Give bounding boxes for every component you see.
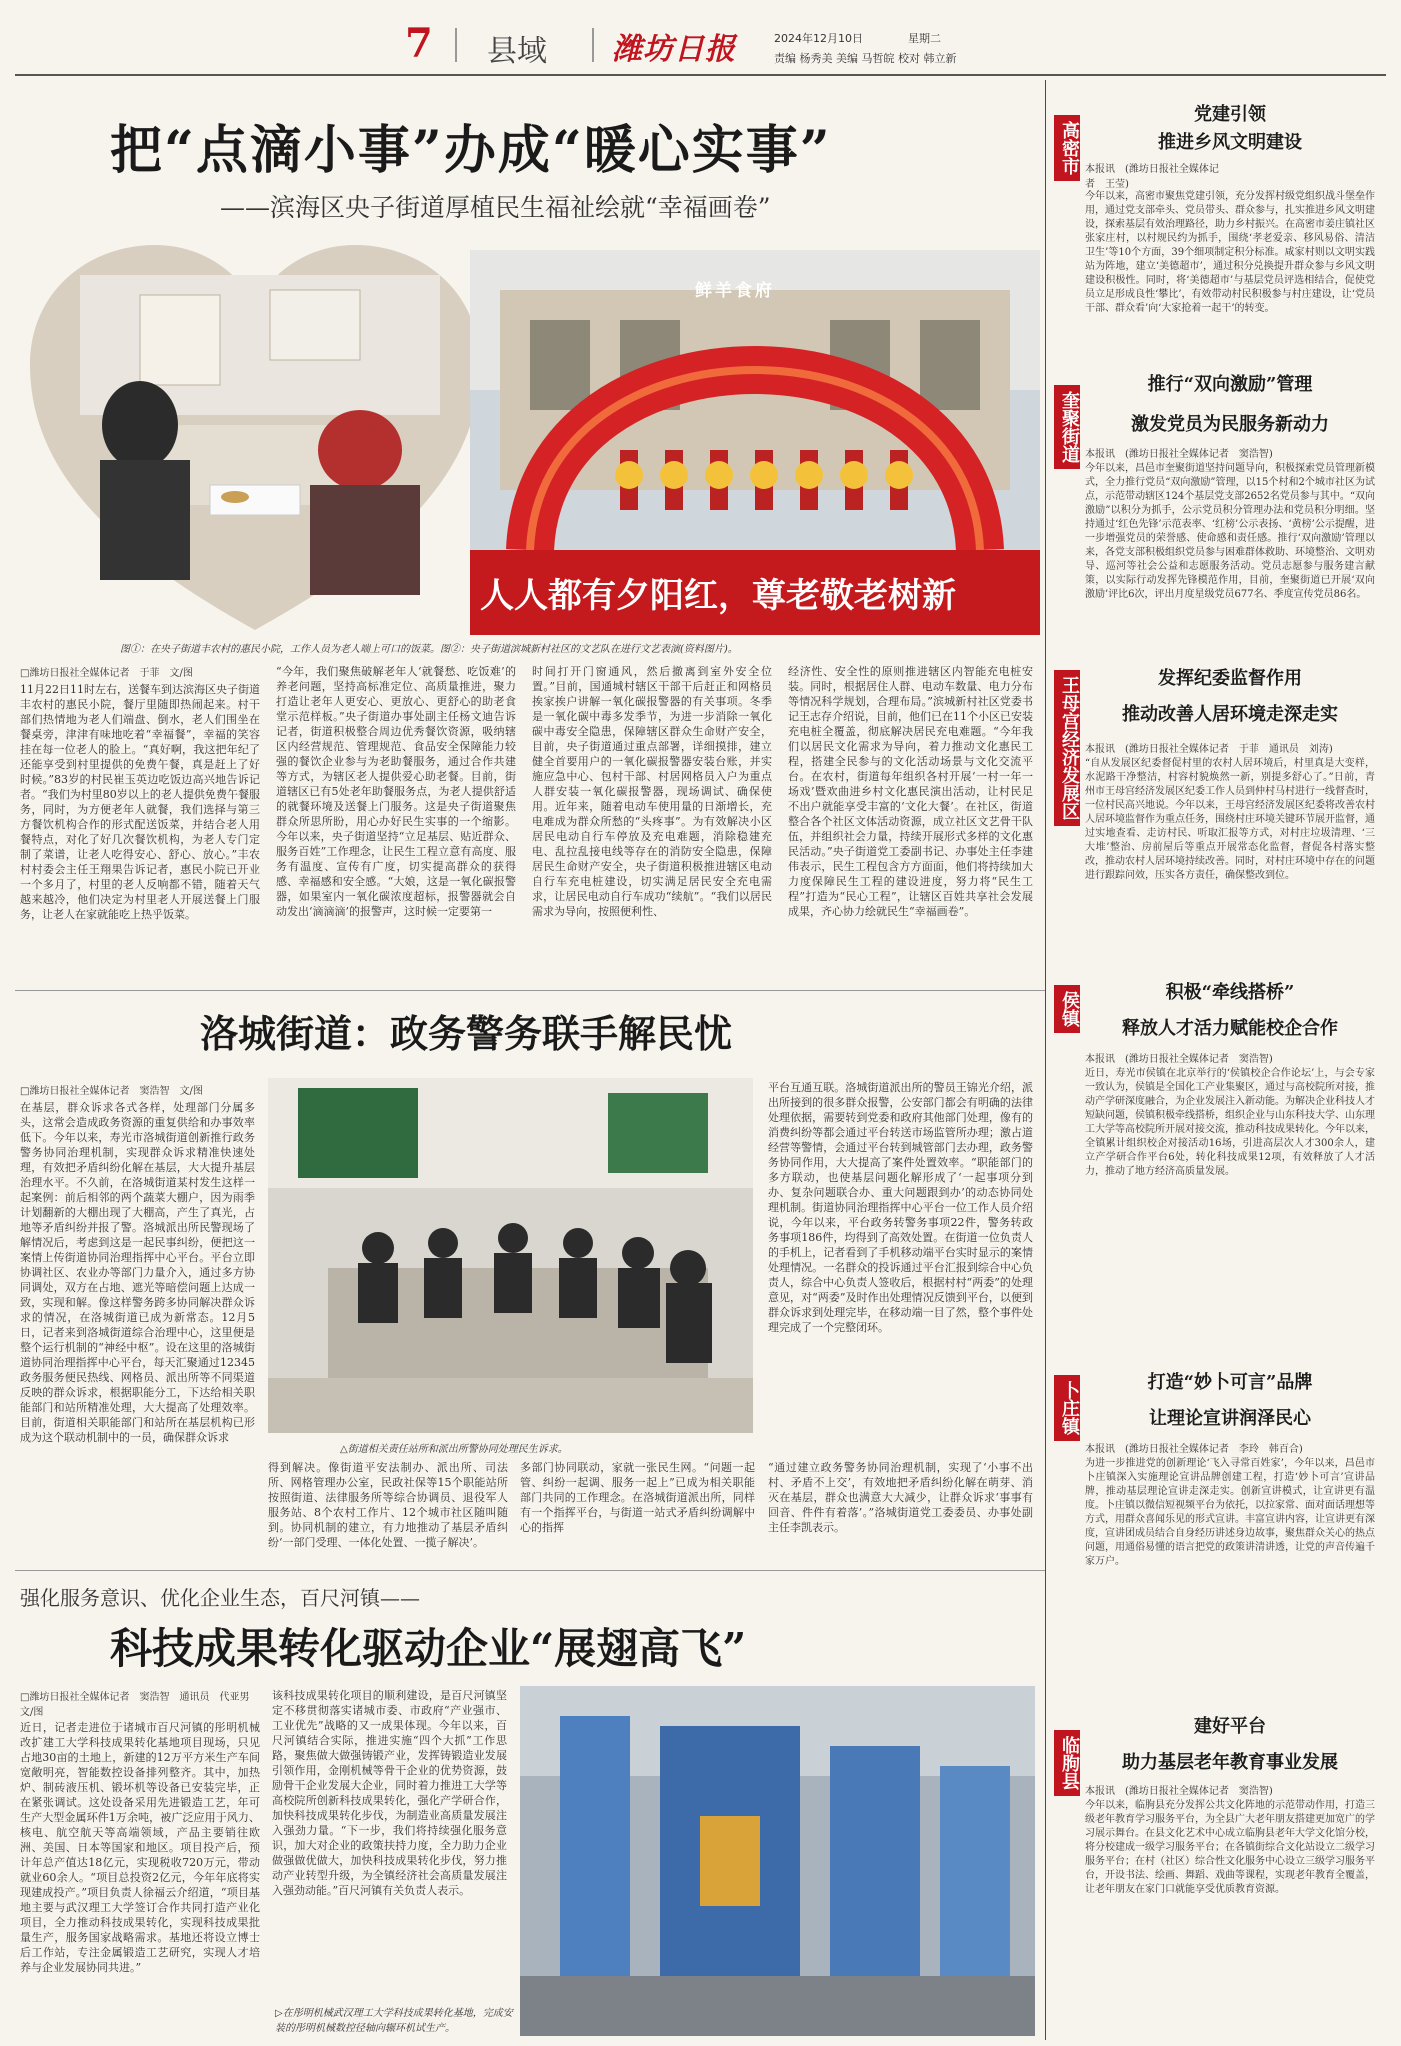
sidebar-title-kuiju-2: 激发党员为民服务新动力 [1131, 414, 1329, 435]
luocheng-column-3: 得到解决。像街道平安法制办、派出所、司法所、网格管理办公室，民政社保等15个职能站所按照街道、法律服务所等综合协调员、退役军人服务站、8个农村工作片、12个城市社区随叫随到。协同机制的建立，有力地推动了基层矛盾纠纷‘一部门受理、一体化处置、一揽子解决’。 [268, 1461, 508, 1549]
sidebar-byline-gaomi: 本报讯 (潍坊日报社全媒体记者 王莹) [1085, 164, 1219, 190]
sidebar-text-buzhuang: 为进一步推进党的创新理论‘飞入寻常百姓家’，今年以来，昌邑市卜庄镇深入实施理论宣讲品牌创建工程，打造‘妙卜可言’宣讲品牌，推动基层理论宣讲走深走实。创新宣讲模式，让宣讲更有温度。卜庄镇以微信短视频平台为依托，以拉家常、面对面话理想等方式，用群众喜闻乐见的形式宣讲。丰富宣讲内容，让宣讲更有深度，宣讲团成员结合自身经历讲述身边故事，聚焦群众关心的热点问题，用通俗易懂的语言把党的政策讲清讲透，让党的声音传遍千家万户。 [1085, 1458, 1375, 1567]
masthead-divider [455, 28, 457, 62]
festival-banner-text: 人人都有夕阳红，尊老敬老树新 [480, 576, 956, 616]
luocheng-headline: 洛城街道：政务警务联手解民忧 [200, 1011, 733, 1056]
sidebar-title-houzhen-2: 释放人才活力赋能校企合作 [1122, 1018, 1338, 1039]
masthead [0, 0, 1401, 72]
issue-date: 2024年12月10日 [774, 32, 863, 45]
sidebar-text-linqu: 今年以来，临朐县充分发挥公共文化阵地的示范带动作用，打造三级老年教育学习服务平台，为全县广大老年朋友搭建更加宽广的学习展示舞台。在县文化艺术中心成立临朐县老年大学文化馆分校，将分校建成一级学习服务平台；在各镇街综合文化站设立二级学习服务平台；在村（社区）综合性文化服务中心设立三级学习服务平台，开设书法、绘画、舞蹈、戏曲等课程，实现老年教育全覆盖，让老年朋友在家门口就能享受优质教育资源。 [1085, 1800, 1375, 1895]
sidebar-title-kuiju-1: 推行“双向激励”管理 [1147, 374, 1313, 395]
sidebar-title-gaomi-2: 推进乡风文明建设 [1158, 132, 1302, 153]
keji-photo [520, 1686, 1035, 2036]
sidebar-text-wangmugong: “自从发展区纪委督促村里的农村人居环境后，村里真是大变样，水泥路干净整洁，村容村貌焕然一新，别提多舒心了。”日前，青州市王母宫经济发展区纪委工作人员到仲村马村进行一线督查时，一位村民高兴地说。今年以来，王母宫经济发展区纪委将改善农村人居环境监督作为重点任务，围绕村庄环境关键环节展开监督，通过实地查看、走访村民、听取汇报等方式，对村庄垃圾清理、‘三大堆’整治、房前屋后等重点开展常态化监督，督促各村落实整改，推动农村人居环境持续改善。同时，对村庄环境中存在的问题进行跟踪问效，压实各方责任，确保整改到位。 [1085, 758, 1375, 881]
lead-photo-2 [470, 250, 1040, 635]
county-tag-houzhen: 侯镇 [1054, 985, 1080, 1033]
masthead-rule [15, 74, 1386, 76]
sidebar-title-linqu-2: 助力基层老年教育事业发展 [1122, 1752, 1338, 1773]
sidebar-byline-buzhuang: 本报讯 (潍坊日报社全媒体记者 李玲 韩百合) [1085, 1444, 1303, 1455]
masthead-divider-2 [592, 28, 594, 62]
luocheng-photo [268, 1078, 753, 1433]
lead-column-1: 11月22日11时左右，送餐车到达滨海区央子街道丰农村的惠民小院，餐厅里随即热闹起来。村干部们热情地为老人们端盘、倒水，老人们围坐在餐桌旁，津津有味地吃着“幸福餐”，幸福的笑容挂在每一位老人的脸上。“真好啊，我这把年纪了还能享受到村里提供的免费午餐，真是赶上了好时候。”83岁的村民崔玉英边吃饭边高兴地告诉记者。“我们为村里80岁以上的老人提供免费午餐服务，同时，为方便老年人就餐，我们选择与第三方餐饮机构合作的形式配送饭菜，并结合老人用餐特点，对化了好几次餐饮机构，为老人专门定制了菜谱，让老人吃得安心、舒心、放心。”丰农村村委会主任王翔果告诉记者，惠民小院已开业一个多月了，村里的老人反响都不错，随着天气越来越冷，他们决定为村里老人开展送餐上门服务，让老人在家就能吃上热乎饭菜。 [20, 683, 260, 921]
editor-credits: 责编 杨秀美 美编 马哲皖 校对 韩立新 [774, 52, 957, 65]
county-tag-wangmugong: 王母宫经济发展区 [1054, 670, 1080, 826]
paper-logo: 潍坊日报 [612, 32, 736, 67]
sidebar-title-buzhuang-1: 打造“妙卜可言”品牌 [1147, 1372, 1313, 1393]
sidebar-text-houzhen: 近日，寿光市侯镇在北京举行的‘侯镇校企合作论坛’上，与会专家一致认为，侯镇是全国化工产业集聚区，通过与高校院所对接，推动产学研深度融合，为企业发展注入新动能。为解决企业科技人才短缺问题，侯镇积极牵线搭桥，组织企业与山东科技大学、山东理工大学等高校院所开展对接交流，推动科技成果转化。今年以来，全镇累计组织校企对接活动16场，引进高层次人才300余人，建立产学研合作平台6处，转化科技成果12项，有效释放了人才活力，推动了地方经济高质量发展。 [1085, 1068, 1375, 1177]
sidebar-text-gaomi: 今年以来，高密市聚焦党建引领，充分发挥村级党组织战斗堡垒作用，通过党支部牵头、党员带头、群众参与，扎实推进乡风文明建设，探索基层有效治理路径，助力乡村振兴。在高密市姜庄镇社区张家庄村，以村规民约为抓手，围绕‘孝老爱亲、移风易俗、清洁卫生’等10个方面，39个细项制定积分标准。咸家村则以文明实践站为阵地，建立‘美德超市’，通过积分兑换提升群众参与乡风文明建设积极性。同时，将‘美德超市’与基层党员评选相结合，促使党员立足形成良性‘攀比’，有效带动村民积极参与村庄建设，让‘党员干部、群众看’向‘大家抢着一起干’的转变。 [1085, 191, 1375, 314]
sidebar-byline-houzhen: 本报讯 (潍坊日报社全媒体记者 窦浩智) [1085, 1054, 1273, 1065]
sidebar-byline-wangmugong: 本报讯 (潍坊日报社全媒体记者 于菲 通讯员 刘涛) [1085, 744, 1333, 755]
sidebar-title-buzhuang-2: 让理论宣讲润泽民心 [1149, 1408, 1311, 1429]
sidebar-border [1045, 80, 1046, 2040]
festival-arch-text: 鲜羊食府 [695, 281, 775, 301]
sidebar-title-linqu-1: 建好平台 [1194, 1716, 1266, 1737]
county-tag-linqu: 临朐县 [1054, 1730, 1080, 1796]
keji-kicker: 强化服务意识、优化企业生态，百尺河镇—— [20, 1586, 420, 1610]
lead-column-3: 时间打开门窗通风，然后撤离到室外安全位置。”目前，国通城村辖区干部干后赶正和网格员挨家挨户讲解一氧化碳报警器的有关事项。冬季是一氧化碳中毒多发季节，为进一步消除一氧化碳中毒安全隐患，保障辖区群众生命财产安全，目前，央子街道通过重点部署，详细摸排，建立健全首要用户的一氧化碳报警器安装台账，并实施应急中心、包村干部、村居网格员入户为重点人群安装一氧化碳报警器，现场调试、确保使用。近年来，随着电动车使用量的日渐增长，充电难成为群众所愁的“头疼事”。为有效解决小区居民电动自行车停放及充电难题，消除稳建充电、乱拉乱接电线等存在的消防安全隐患，保障居民生命财产安全，央子街道积极推进辖区电动自行车充电桩建设，切实满足居民安全充电需求，让居民电动自行车成功“续航”。“我们以居民需求为导向，按照便利性、 [532, 665, 772, 918]
sidebar-byline-kuiju: 本报讯 (潍坊日报社全媒体记者 窦浩智) [1085, 449, 1273, 460]
sidebar-title-gaomi-1: 党建引领 [1194, 104, 1266, 125]
keji-column-2: 该科技成果转化项目的顺利建设，是百尺河镇坚定不移贯彻落实诸城市委、市政府“产业强市、工业优先”战略的又一成果体现。今年以来，百尺河镇结合实际，推进实施“四个大抓”工作思路，聚焦做大做强铸锻产业，发挥铸锻造业发展引领作用，金刚机械等骨干企业的优势资源，鼓励骨干企业发展大企业，同时着力推进工大学等高校院所创新科技成果转化，强化产学研合作，加快科技成果转化步伐，为制造业高质量发展注入强劲力量。“下一步，我们将持续强化服务意识，加大对企业的政策扶持力度，全力助力企业做强做优做大，加快科技成果转化步伐，努力推动产业转型升级，为全镇经济社会高质量发展注入强劲动能。”百尺河镇有关负责人表示。 [272, 1689, 507, 1897]
sidebar-title-wangmugong-2: 推动改善人居环境走深走实 [1122, 704, 1338, 725]
section-divider-1 [15, 990, 1045, 991]
luocheng-byline: □潍坊日报社全媒体记者 窦浩智 文/图 [20, 1086, 203, 1097]
luocheng-photo-caption: △街道相关责任站所和派出所警协同处理民生诉求。 [340, 1444, 568, 1455]
sidebar-byline-linqu: 本报讯 (潍坊日报社全媒体记者 窦浩智) [1085, 1786, 1273, 1797]
luocheng-column-1: 在基层，群众诉求各式各样，处理部门分属多头，这常会造成政务资源的重复供给和办事效率低下。今年以来，寿光市洛城街道创新推行政务警务协同治理机制，实现群众诉求精准快速处理，有效把矛盾纠纷化解在基层，大大提升基层治理水平。不久前，在洛城街道某村发生这样一起案例：前后相邻的两个蔬菜大棚户，因为雨季计划翻新的大棚出现了大棚高，产生了真光，占地等矛盾纠纷并报了警。洛城派出所民警现场了解情况后，考虑到这是一起民事纠纷，便把这一案情上传街道协同治理指挥中心平台。平台立即协调社区、农业办等部门力量介入，通过多方协同调处，双方在占地、遮光等暗偿问题上达成一致，实现和解。像这样警务跨多协同解决群众诉求的情况，在洛城街道已成为新常态。12月5日，记者来到洛城街道综合治理中心，这里便是整个运行机制的“神经中枢”。设在这里的洛城街道协同治理指挥中心平台，每天汇聚通过12345政务服务便民热线、网格员、派出所等不同渠道反映的群众诉求，根据职能分工，下达给相关职能部门和站所精准处理，大大提高了处理效率。目前，街道相关职能部门和站所在基层机构已形成为这个联动机制中的一员，确保群众诉求 [20, 1101, 255, 1444]
lead-photo-caption: 图①：在央子街道丰农村的惠民小院，工作人员为老人端上可口的饭菜。图②：央子街道滨城新村社区的文艺队在进行文艺表演(资料图片)。 [120, 644, 738, 655]
sidebar-title-wangmugong-1: 发挥纪委监督作用 [1158, 668, 1302, 689]
keji-headline: 科技成果转化驱动企业“展翅高飞” [110, 1624, 747, 1673]
lead-column-4: 经济性、安全性的原则推进辖区内智能充电桩安装。同时，根据居住人群、电动车数量、电力分布等情况科学规划，合理布局。”滨城新村社区党委书记王志存介绍说，目前，他们已在11个小区已安装充电桩全覆盖，彻底解决居民充电难题。“今年我们以居民文化需求为导向，着力推动文化惠民工程，搭建全民参与的文化活动场景与文化交流平台。在农村，街道每年组织各村开展‘一村一年一场戏’暨欢曲进乡村文化惠民演出活动，让村民足不出户就能享受丰富的‘文化大餐’。在社区，街道整合各个社区文体活动资源，成立社区文艺骨干队伍，并组织社会力量，持续开展形式多样的文化惠民活动。”央子街道党工委副书记、办事处主任李建伟表示，民生工程包含方方面面，他们将持续加大力度保障民生工程的建设进度，努力将“民生工程”打造为“民心工程”，让辖区百姓共享社会发展成果，齐心协力绘就民生“幸福画卷”。 [788, 665, 1033, 918]
luocheng-column-2: 平台互通互联。洛城街道派出所的警员王锦光介绍，派出所接到的很多群众报警，公安部门都会有明确的法律处理依据，需要转到党委和政府其他部门处理，像有的消费纠纷等都会通过平台转送市场监管所办理；激占道经营等警情，会通过平台转到城管部门去办理，政务警务协同作用，大大提高了案件处置效率。“职能部门的多方联动，也使基层问题化解形成了‘一起事项分到办、复杂问题联合办、重大问题跟到办’的动态协同处理机制。街道协同治理指挥中心平台一位工作人员介绍说，今年以来，平台政务转警务事项22件，警务转政务事项186件，均得到了高效处置。在街道一位负责人的手机上，记者看到了手机移动端平台实时显示的案情处理情况。一名群众的投诉通过平台汇报到综合中心负责人，综合中心负责人签收后，根据村村“两委”的处理意见，对“两委”及时作出处理情况反馈到平台，以便到群众诉求到处理完毕，在移动端一目了然，整个事件处理完成了一个完整闭环。 [768, 1081, 1033, 1334]
keji-column-1: 近日，记者走进位于诸城市百尺河镇的彤明机械改扩建工大学科技成果转化基地项目现场，只见占地30亩的土地上，新建的12万平方米生产车间宽敞明亮，智能数控设备排列整齐。其中，加热炉、制砖液压机、锻坏机等设备已安装完毕，正在紧张调试。这处设备采用先进锻造工艺，年可生产大型金属环件1万余吨，被广泛应用于风力、核电、航空航天等高端领域，产品主要销往欧洲、美国、日本等国家和地区。项目投产后，预计年总产值达18亿元，实现税收720万元，带动就业60余人。“项目总投资2亿元，今年年底将实现建成投产。”项目负责人徐福云介绍道，“项目基地主要与武汉理工大学签订合作共同打造产业化项目，全力推动科技成果转化，实现科技成果批量生产，服务国家战略需求。基地还将设立博士后工作站，专注金属锻造工艺研究，实现人才培养与企业发展协同共进。” [20, 1721, 260, 1974]
county-tag-kuiju: 奎聚街道 [1054, 385, 1080, 469]
sidebar-title-houzhen-1: 积极“牵线搭桥” [1165, 982, 1295, 1003]
lead-photo-1 [20, 235, 490, 635]
keji-byline: □潍坊日报社全媒体记者 窦浩智 通讯员 代亚男 文/图 [20, 1692, 260, 1718]
page-number: 7 [405, 20, 433, 67]
lead-subheadline: ——滨海区央子街道厚植民生福祉绘就“幸福画卷” [220, 193, 771, 222]
sidebar-text-kuiju: 今年以来，昌邑市奎聚街道坚持问题导向，积极探索党员管理新模式，全力推行党员“双向激励”管理，以15个村和2个城市社区为试点，示范带动辖区124个基层党支部2652名党员参与其中。“双向激励”以积分为抓手，公示党员积分管理办法和党员积分明细。坚持通过‘红色先锋’示范表率、‘红榜’公示表扬、‘黄榜’公示提醒，进一步增强党员的荣誉感、使命感和责任感。推行‘双向激励’管理以来，各党支部积极组织党员参与困难群体救助、环境整治、文明劝导、巡河等社会公益和志愿服务活动。党员志愿参与服务建言献策，以实际行动发挥先锋模范作用，目前，奎聚街道已开展‘双向激励’评比6次，评出月度星级党员677名、季度宣传党员86名。 [1085, 463, 1375, 600]
lead-column-2: “今年，我们聚焦破解老年人‘就餐愁、吃饭难’的养老问题，坚持高标准定位、高质量推进，聚力打造让老年人更安心、更放心、更舒心的助老食堂示范样板。”央子街道办事处副主任杨文迪告诉记者，街道积极整合周边优秀餐饮资源，吸纳辖区内经营规范、管理规范、食品安全保障能力较强的餐饮企业参与为老助餐服务，通过合作共建等方式，为辖区老人提供爱心助老餐。目前，街道辖区已有5处老年助餐服务点，为老人提供舒适的就餐环境及送餐上门服务。这是央子街道聚焦群众所思所盼，用心办好民生实事的一个缩影。今年以来，央子街道坚持“立足基层、贴近群众、服务百姓”工作理念，让民生工程立意有高度、服务有温度、宣传有广度，切实提高群众的获得感、幸福感和安全感。“大娘，这是一氧化碳报警器，如果室内一氧化碳浓度超标，报警器就会自动发出‘滴滴滴’的报警声，这时候一定要第一 [276, 665, 516, 918]
lead-headline: 把“点滴小事”办成“暖心实事” [110, 120, 832, 181]
county-tag-gaomi: 高密市 [1054, 115, 1080, 181]
issue-weekday: 星期二 [908, 32, 941, 45]
keji-photo-caption: ▷在彤明机械武汉理工大学科技成果转化基地，完成安装的彤明机械数控径轴向辗环机试生产。 [275, 2004, 515, 2040]
luocheng-column-5: “通过建立政务警务协同治理机制，实现了‘小事不出村、矛盾不上交’，有效地把矛盾纠纷化解在萌芽、消灭在基层，群众也满意大大减少，让群众诉求‘事事有回音、件件有着落’。”洛城街道党工委委员、办事处副主任李凯表示。 [768, 1461, 1033, 1534]
luocheng-column-4: 多部门协同联动，家就一张民生网。“问题一起管、纠纷一起调、服务一起上”已成为相关职能部门共同的工作理念。在洛城街道派出所，同样有一个指挥平台，与街道一站式矛盾纠纷调解中心的指挥 [520, 1461, 755, 1534]
county-tag-buzhuang: 卜庄镇 [1054, 1375, 1080, 1441]
lead-byline: □潍坊日报社全媒体记者 于菲 文/图 [20, 668, 193, 679]
section-name: 县域 [487, 34, 547, 69]
section-divider-2 [15, 1570, 1045, 1571]
